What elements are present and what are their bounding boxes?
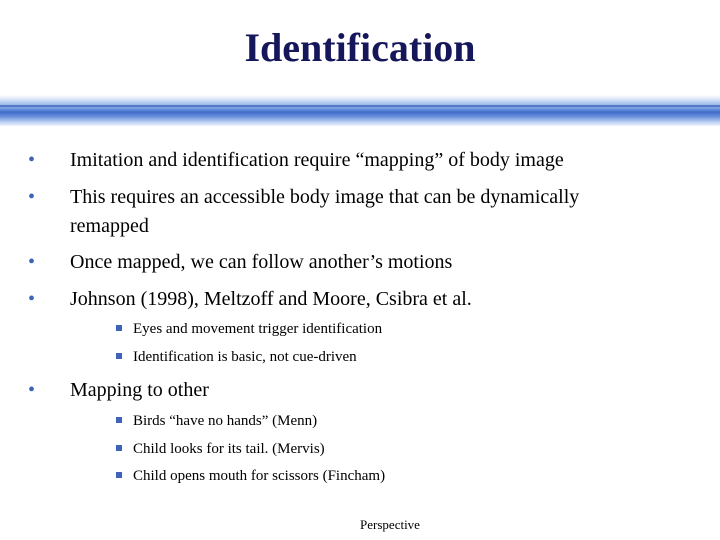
square-bullet-icon [116, 472, 122, 478]
sub-bullet-item [116, 465, 676, 487]
bullet-text: Johnson (1998), Meltzoff and Moore, Csibra et al. [70, 288, 472, 310]
round-bullet-icon: • [28, 149, 36, 171]
title-underline-line [0, 105, 720, 107]
sub-bullet-text: Child opens mouth for scissors (Fincham) [133, 468, 386, 484]
round-bullet-icon: • [28, 251, 36, 273]
bullet-text: This requires an accessible body image that can be dynamically remapped [70, 186, 580, 237]
sub-bullet-text: Identification is basic, not cue-driven [133, 349, 357, 365]
sub-bullet-item [116, 438, 676, 460]
square-bullet-icon [116, 417, 122, 423]
title-underline-bar [0, 95, 720, 126]
round-bullet-icon: • [28, 379, 36, 401]
sub-bullet-text: Eyes and movement trigger identification [133, 321, 383, 337]
bullet-text: Once mapped, we can follow another’s motions [70, 251, 453, 273]
sub-bullet-item [116, 346, 676, 368]
slide-title: Identification [244, 25, 476, 70]
round-bullet-icon: • [28, 288, 36, 310]
bullet-text: Mapping to other [70, 379, 209, 401]
bullet-item [28, 285, 688, 314]
bullet-text: Imitation and identification require “mapping” of body image [70, 149, 564, 171]
square-bullet-icon [116, 445, 122, 451]
square-bullet-icon [116, 325, 122, 331]
round-bullet-icon: • [28, 186, 36, 208]
square-bullet-icon [116, 353, 122, 359]
bullet-item [28, 183, 588, 241]
sub-bullet-item [116, 318, 676, 340]
bullet-item [28, 248, 688, 277]
slide-footer: Perspective [360, 517, 420, 532]
bullet-item [28, 376, 688, 405]
sub-bullet-item [116, 410, 676, 432]
sub-bullet-text: Child looks for its tail. (Mervis) [133, 441, 325, 457]
bullet-item [28, 146, 688, 175]
sub-bullet-text: Birds “have no hands” (Menn) [133, 413, 318, 429]
